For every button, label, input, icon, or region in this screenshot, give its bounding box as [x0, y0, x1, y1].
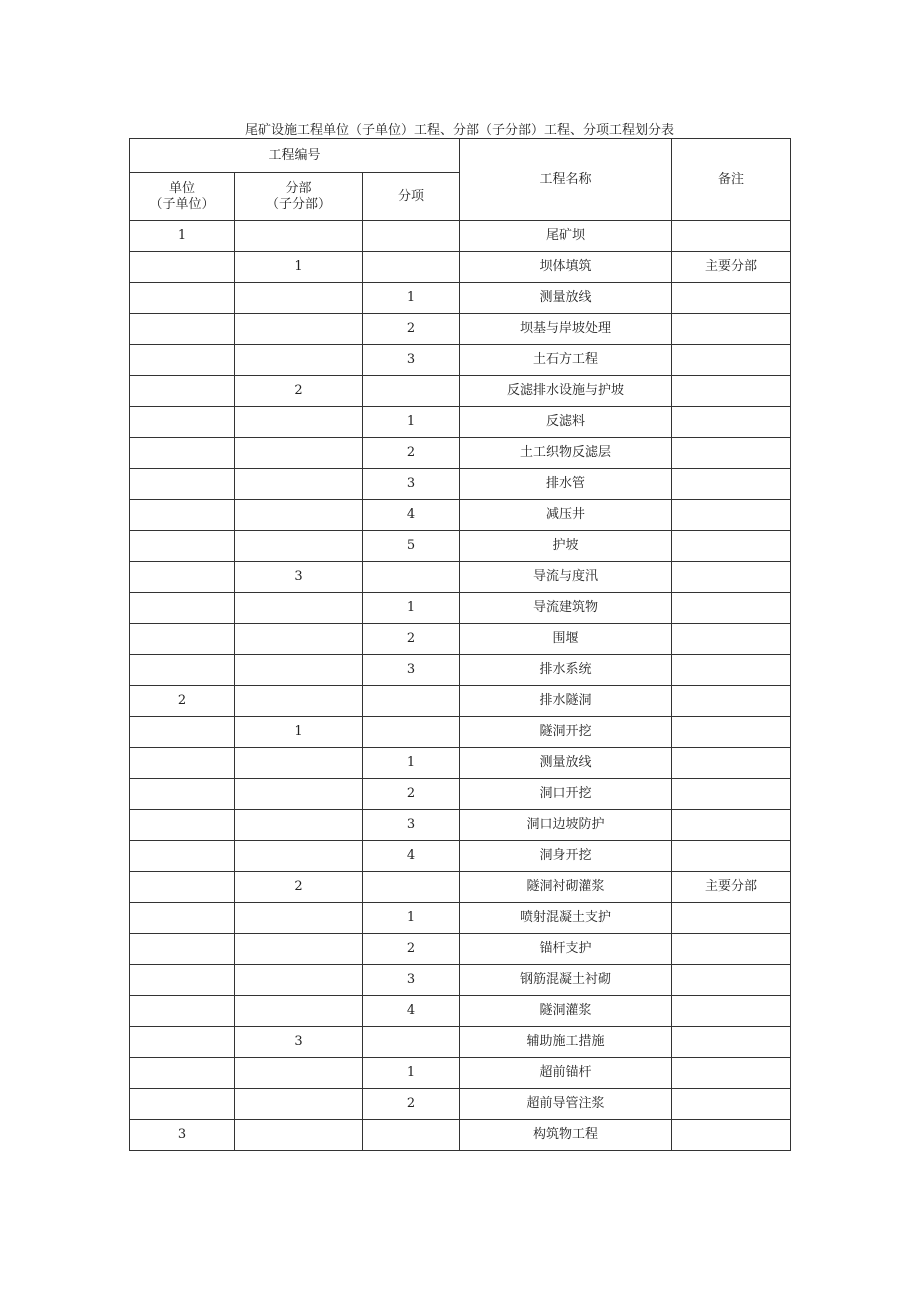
table-row — [130, 252, 791, 283]
cell-division — [235, 686, 363, 717]
cell-item: 5 — [363, 531, 460, 562]
cell-unit — [130, 1027, 235, 1058]
cell-division — [235, 1089, 363, 1120]
cell-item: 4 — [363, 996, 460, 1027]
cell-division — [235, 438, 363, 469]
cell-division: 2 — [235, 872, 363, 903]
cell-unit — [130, 810, 235, 841]
cell-item: 2 — [363, 779, 460, 810]
cell-note — [672, 1089, 791, 1120]
cell-note — [672, 376, 791, 407]
cell-note — [672, 934, 791, 965]
cell-unit — [130, 1089, 235, 1120]
cell-name: 构筑物工程 — [460, 1120, 672, 1151]
cell-name: 导流建筑物 — [460, 593, 672, 624]
cell-division: 1 — [235, 252, 363, 283]
table-row — [130, 1089, 791, 1120]
cell-unit — [130, 1058, 235, 1089]
table-row — [130, 903, 791, 934]
cell-item — [363, 717, 460, 748]
cell-unit — [130, 252, 235, 283]
cell-note — [672, 903, 791, 934]
cell-division — [235, 1120, 363, 1151]
cell-unit — [130, 965, 235, 996]
cell-item: 2 — [363, 1089, 460, 1120]
cell-name: 反滤料 — [460, 407, 672, 438]
cell-division — [235, 903, 363, 934]
table-row — [130, 531, 791, 562]
cell-note — [672, 1120, 791, 1151]
cell-item: 3 — [363, 345, 460, 376]
cell-unit — [130, 345, 235, 376]
table-row — [130, 779, 791, 810]
cell-unit — [130, 624, 235, 655]
division-table — [129, 138, 791, 1151]
table-row — [130, 1058, 791, 1089]
cell-name: 反滤排水设施与护坡 — [460, 376, 672, 407]
cell-division — [235, 810, 363, 841]
table-row — [130, 562, 791, 593]
cell-division — [235, 531, 363, 562]
cell-division — [235, 624, 363, 655]
cell-name: 测量放线 — [460, 283, 672, 314]
table-title: 尾矿设施工程单位（子单位）工程、分部（子分部）工程、分项工程划分表 — [244, 123, 674, 138]
cell-division — [235, 841, 363, 872]
table-row — [130, 686, 791, 717]
table-row — [130, 810, 791, 841]
cell-item: 1 — [363, 407, 460, 438]
cell-division: 3 — [235, 562, 363, 593]
cell-division — [235, 593, 363, 624]
cell-name: 辅助施工措施 — [460, 1027, 672, 1058]
cell-division — [235, 469, 363, 500]
cell-name: 喷射混凝土支护 — [460, 903, 672, 934]
cell-division — [235, 748, 363, 779]
cell-item: 4 — [363, 841, 460, 872]
cell-item — [363, 1120, 460, 1151]
cell-unit — [130, 996, 235, 1027]
cell-item — [363, 562, 460, 593]
cell-item — [363, 686, 460, 717]
cell-note — [672, 996, 791, 1027]
cell-item: 3 — [363, 810, 460, 841]
table-row — [130, 841, 791, 872]
cell-unit: 2 — [130, 686, 235, 717]
cell-item: 3 — [363, 469, 460, 500]
cell-item: 1 — [363, 1058, 460, 1089]
table-row — [130, 965, 791, 996]
table-row — [130, 872, 791, 903]
cell-name: 排水管 — [460, 469, 672, 500]
cell-item: 1 — [363, 748, 460, 779]
table-row — [130, 717, 791, 748]
cell-name: 土工织物反滤层 — [460, 438, 672, 469]
cell-name: 护坡 — [460, 531, 672, 562]
table-row — [130, 283, 791, 314]
table-row — [130, 748, 791, 779]
cell-division — [235, 407, 363, 438]
table-row — [130, 996, 791, 1027]
cell-note — [672, 841, 791, 872]
table-row — [130, 407, 791, 438]
cell-item: 2 — [363, 438, 460, 469]
cell-division — [235, 314, 363, 345]
cell-note — [672, 624, 791, 655]
cell-item: 1 — [363, 283, 460, 314]
cell-name: 尾矿坝 — [460, 221, 672, 252]
cell-unit — [130, 407, 235, 438]
cell-item — [363, 221, 460, 252]
cell-name: 围堰 — [460, 624, 672, 655]
cell-unit: 1 — [130, 221, 235, 252]
cell-unit — [130, 903, 235, 934]
table-row — [130, 655, 791, 686]
cell-unit — [130, 841, 235, 872]
cell-item — [363, 252, 460, 283]
header-name: 工程名称 — [460, 139, 672, 221]
cell-name: 减压井 — [460, 500, 672, 531]
header-item: 分项 — [363, 173, 460, 221]
cell-name: 洞口边坡防护 — [460, 810, 672, 841]
cell-note — [672, 593, 791, 624]
cell-note — [672, 531, 791, 562]
cell-note — [672, 965, 791, 996]
cell-note — [672, 810, 791, 841]
cell-unit: 3 — [130, 1120, 235, 1151]
cell-name: 排水隧洞 — [460, 686, 672, 717]
cell-division — [235, 655, 363, 686]
header-code: 工程编号 — [130, 139, 460, 173]
cell-unit — [130, 500, 235, 531]
cell-name: 超前锚杆 — [460, 1058, 672, 1089]
cell-name: 超前导管注浆 — [460, 1089, 672, 1120]
cell-unit — [130, 934, 235, 965]
table-row — [130, 593, 791, 624]
cell-unit — [130, 872, 235, 903]
cell-note — [672, 655, 791, 686]
cell-note — [672, 1027, 791, 1058]
cell-item: 1 — [363, 593, 460, 624]
cell-name: 钢筋混凝土衬砌 — [460, 965, 672, 996]
cell-item: 3 — [363, 655, 460, 686]
cell-name: 测量放线 — [460, 748, 672, 779]
cell-unit — [130, 438, 235, 469]
cell-division: 1 — [235, 717, 363, 748]
cell-unit — [130, 593, 235, 624]
table-row — [130, 500, 791, 531]
cell-division — [235, 779, 363, 810]
cell-unit — [130, 748, 235, 779]
cell-division: 2 — [235, 376, 363, 407]
cell-unit — [130, 376, 235, 407]
table-row — [130, 314, 791, 345]
header-division — [235, 173, 363, 221]
cell-name: 坝体填筑 — [460, 252, 672, 283]
cell-name: 导流与度汛 — [460, 562, 672, 593]
cell-note: 主要分部 — [672, 252, 791, 283]
cell-unit — [130, 531, 235, 562]
cell-note — [672, 469, 791, 500]
cell-name: 土石方工程 — [460, 345, 672, 376]
cell-division — [235, 500, 363, 531]
cell-name: 锚杆支护 — [460, 934, 672, 965]
cell-note — [672, 314, 791, 345]
cell-name: 隧洞灌浆 — [460, 996, 672, 1027]
cell-item: 2 — [363, 624, 460, 655]
cell-division — [235, 934, 363, 965]
cell-division — [235, 1058, 363, 1089]
cell-note — [672, 562, 791, 593]
cell-note — [672, 283, 791, 314]
cell-unit — [130, 469, 235, 500]
header-division-line2: （子分部） — [265, 196, 331, 212]
cell-note — [672, 686, 791, 717]
cell-note — [672, 779, 791, 810]
cell-name: 排水系统 — [460, 655, 672, 686]
cell-name: 隧洞开挖 — [460, 717, 672, 748]
cell-note — [672, 717, 791, 748]
cell-item: 2 — [363, 314, 460, 345]
cell-division — [235, 965, 363, 996]
cell-item: 2 — [363, 934, 460, 965]
cell-division — [235, 345, 363, 376]
cell-note — [672, 500, 791, 531]
cell-division — [235, 283, 363, 314]
cell-name: 洞口开挖 — [460, 779, 672, 810]
cell-unit — [130, 283, 235, 314]
cell-division — [235, 221, 363, 252]
cell-note: 主要分部 — [672, 872, 791, 903]
cell-note — [672, 221, 791, 252]
header-unit-line1: 单位 — [168, 180, 195, 196]
table-row — [130, 345, 791, 376]
table-row — [130, 376, 791, 407]
cell-item: 4 — [363, 500, 460, 531]
cell-division — [235, 996, 363, 1027]
cell-note — [672, 438, 791, 469]
cell-item: 3 — [363, 965, 460, 996]
cell-note — [672, 748, 791, 779]
header-unit-line2: （子单位） — [149, 196, 215, 212]
cell-item: 1 — [363, 903, 460, 934]
table-row — [130, 221, 791, 252]
table-row — [130, 1120, 791, 1151]
cell-note — [672, 345, 791, 376]
cell-name: 洞身开挖 — [460, 841, 672, 872]
cell-name: 坝基与岸坡处理 — [460, 314, 672, 345]
table-row — [130, 934, 791, 965]
cell-unit — [130, 562, 235, 593]
cell-unit — [130, 717, 235, 748]
cell-unit — [130, 314, 235, 345]
table-row — [130, 1027, 791, 1058]
cell-name: 隧洞衬砌灌浆 — [460, 872, 672, 903]
cell-note — [672, 1058, 791, 1089]
header-note: 备注 — [672, 139, 791, 221]
table-row — [130, 469, 791, 500]
cell-division: 3 — [235, 1027, 363, 1058]
cell-unit — [130, 779, 235, 810]
header-division-line1: 分部 — [285, 180, 312, 196]
header-unit — [130, 173, 235, 221]
cell-item — [363, 1027, 460, 1058]
cell-item — [363, 872, 460, 903]
table-row — [130, 438, 791, 469]
cell-item — [363, 376, 460, 407]
cell-note — [672, 407, 791, 438]
table-row — [130, 624, 791, 655]
cell-unit — [130, 655, 235, 686]
